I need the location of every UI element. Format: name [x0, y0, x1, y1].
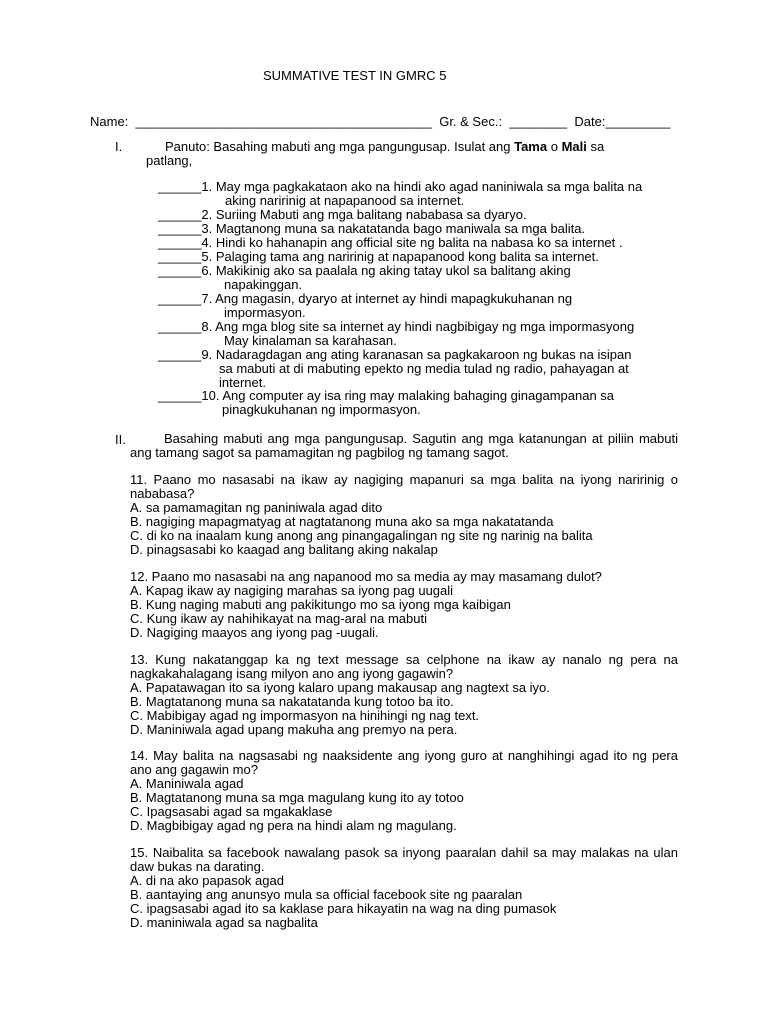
option-d[interactable]: D. Maniniwala agad upang makuha ang premyo na pera. [130, 721, 458, 737]
question-stem: 15. Naibalita sa facebook nawalang pasok sa inyong paaralan dahil sa may malakas na ulan daw bukas na darating. [130, 845, 678, 874]
option-a[interactable]: A. Maniniwala agad [130, 775, 244, 791]
item-line: ______5. Palaging tama ang naririnig at napapanood kong balita sa internet. [158, 249, 599, 264]
option-b[interactable]: B. aantaying ang anunsyo mula sa official facebook site ng paaralan [130, 886, 523, 902]
question-15 [130, 846, 678, 929]
tf-item-2[interactable] [158, 208, 527, 222]
item-line: ______3. Magtanong muna sa nakatatanda bago maniwala sa mga balita. [158, 221, 586, 236]
instruction-text: Panuto: Basahing mabuti ang mga pangungusap. Isulat ang [165, 139, 515, 154]
tf-item-8[interactable] [158, 320, 634, 348]
item-line: ______7. Ang magasin, dyaryo at internet ay hindi mapagkukuhanan ng [158, 291, 573, 306]
student-info-line [90, 115, 671, 129]
option-d[interactable]: D. Nagiging maayos ang iyong pag -uugali. [130, 624, 379, 640]
question-14 [130, 749, 678, 832]
document-title: SUMMATIVE TEST IN GMRC 5 [263, 68, 447, 83]
tama-keyword: Tama [514, 139, 548, 154]
name-label: Name: [90, 114, 129, 129]
option-c[interactable]: C. di ko na inaalam kung anong ang pinangagalingan ng site ng narinig na balita [130, 527, 593, 543]
tf-item-3[interactable] [158, 222, 585, 236]
item-continuation: pinagkukuhanan ng impormasyon. [222, 401, 421, 417]
tf-item-4[interactable] [158, 236, 622, 250]
option-a[interactable]: A. sa pamamagitan ng paniniwala agad dito [130, 499, 383, 515]
question-stem: 11. Paano mo nasasabi na ikaw ay nagiging mapanuri sa mga balita na iyong naririnig o nababasa? [130, 472, 678, 501]
option-a[interactable]: A. di na ako papasok agad [130, 872, 284, 888]
grade-section-label: Gr. & Sec.: [439, 114, 503, 129]
part-2-numeral: II. [115, 432, 126, 447]
option-b[interactable]: B. Magtatanong muna sa mga magulang kung ito ay totoo [130, 789, 464, 805]
option-a[interactable]: A. Papatawagan ito sa iyong kalaro upang makausap ang nagtext sa iyo. [130, 679, 550, 695]
part-1-instruction [146, 139, 677, 168]
option-d[interactable]: D. Magbibigay agad ng pera na hindi alam ng magulang. [130, 817, 457, 833]
tf-item-6[interactable] [158, 264, 571, 292]
option-d[interactable]: D. pinagsasabi ko kaagad ang balitang aking nakalap [130, 541, 438, 557]
instruction-text-end: sa [586, 139, 605, 154]
grade-section-field[interactable]: ________ [509, 114, 568, 129]
date-field[interactable]: _________ [605, 114, 671, 129]
question-13 [130, 653, 678, 736]
item-continuation: impormasyon. [224, 304, 306, 320]
item-continuation: aking naririnig at napapanood sa internet. [225, 192, 465, 208]
question-stem: 14. May balita na nagsasabi ng naaksidente ang iyong guro at nanghihingi agad ito ng pera ano ang gagawin mo? [130, 748, 678, 777]
question-stem: 12. Paano mo nasasabi na ang napanood mo sa media ay may masamang dulot? [130, 569, 602, 584]
option-d[interactable]: D. maniniwala agad sa nagbalita [130, 914, 318, 930]
instruction-or: o [547, 139, 562, 154]
item-line: ______1. May mga pagkakataon ako na hindi ako agad naniniwala sa mga balita na [158, 179, 643, 194]
question-stem: 13. Kung nakatanggap ka ng text message sa celphone na ikaw ay nanalo ng pera na nagkakahalagang isang milyon ano ang iyong gagawin? [130, 652, 678, 681]
date-label: Date: [574, 114, 606, 129]
item-line: ______8. Ang mga blog site sa internet ay hindi nagbibigay ng mga impormasyong [158, 319, 635, 334]
tf-item-1[interactable] [158, 180, 642, 208]
option-c[interactable]: C. Mabibigay agad ng impormasyon na hinihingi ng nag text. [130, 707, 480, 723]
mali-keyword: Mali [561, 139, 587, 154]
option-c[interactable]: C. Kung ikaw ay nahihikayat na mag-aral na mabuti [130, 610, 427, 626]
part-2-instruction: Basahing mabuti ang mga pangungusap. Sagutin ang mga katanungan at piliin mabuti ang tamang sagot sa pamamagitan ng pagbilog ng tamang sagot. [130, 431, 678, 460]
item-line: ______4. Hindi ko hahanapin ang official site ng balita na nabasa ko sa internet . [158, 235, 623, 250]
option-c[interactable]: C. Ipagsasabi agad sa mgakaklase [130, 803, 333, 819]
question-11 [130, 473, 678, 556]
instruction-continuation: patlang, [146, 152, 193, 168]
item-continuation: May kinalaman sa karahasan. [224, 332, 397, 348]
tf-item-10[interactable] [158, 389, 614, 417]
option-b[interactable]: B. Magtatanong muna sa nakatatanda kung totoo ba ito. [130, 693, 454, 709]
item-line: ______9. Nadaragdagan ang ating karanasan sa pagkakaroon ng bukas na isipan [158, 347, 632, 362]
question-12 [130, 570, 678, 640]
option-c[interactable]: C. ipagsasabi agad ito sa kaklase para hikayatin na wag na ding pumasok [130, 900, 557, 916]
part-1-numeral: I. [115, 139, 123, 154]
item-continuation: napakinggan. [224, 276, 303, 292]
tf-item-9[interactable] [158, 348, 631, 390]
option-b[interactable]: B. Kung naging mabuti ang pakikitungo mo sa iyong mga kaibigan [130, 596, 511, 612]
name-field[interactable]: _________________________________________ [135, 114, 432, 129]
item-line: ______10. Ang computer ay isa ring may malaking bahaging ginagampanan sa [158, 388, 615, 403]
option-b[interactable]: B. nagiging mapagmatyag at nagtatanong muna ako sa mga nakatatanda [130, 513, 554, 529]
tf-item-5[interactable] [158, 250, 599, 264]
item-continuation: sa mabuti at di mabuting epekto ng media tulad ng radio, pahayagan at [219, 360, 629, 376]
tf-item-7[interactable] [158, 292, 572, 320]
item-continuation: internet. [219, 374, 266, 390]
option-a[interactable]: A. Kapag ikaw ay nagiging marahas sa iyong pag uugali [130, 582, 454, 598]
item-line: ______2. Suriing Mabuti ang mga balitang nababasa sa dyaryo. [158, 207, 527, 222]
item-line: ______6. Makikinig ako sa paalala ng aking tatay ukol sa balitang aking [158, 263, 571, 278]
